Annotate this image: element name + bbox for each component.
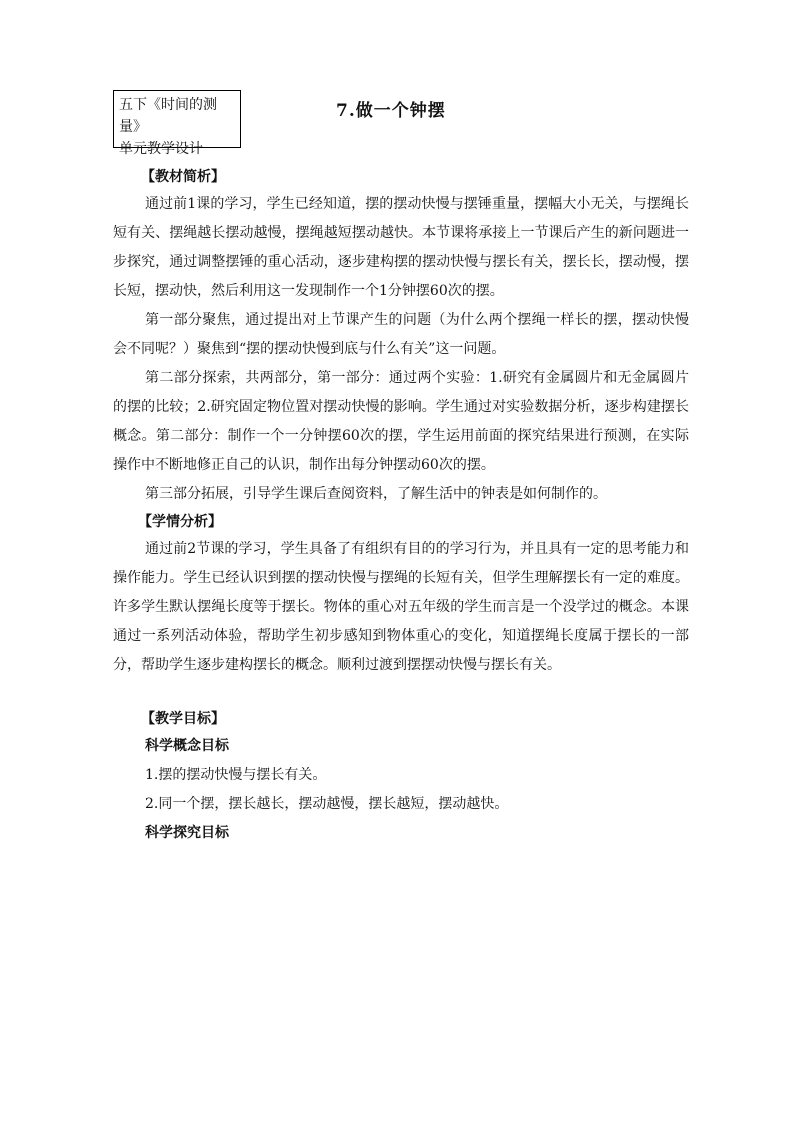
concept-goals-heading: 科学概念目标 — [145, 738, 229, 754]
learner-heading: 【学情分析】 — [138, 514, 222, 530]
analysis-heading: 【教材简析】 — [141, 169, 225, 185]
lesson-title: 7.做一个钟摆 — [336, 101, 446, 121]
analysis-paragraph: 第三部分拓展，引导学生课后查阅资料，了解生活中的钟表是如何制作的。 — [145, 486, 607, 502]
analysis-paragraph: 通过前1课的学习，学生已经知道，摆的摆动快慢与摆锤重量，摆幅大小无关，与摆绳长短有关、摆绳越长摆动越慢，摆绳越短摆动越快。本节课将承接上一节课后产生的新问题进一步探究，通过调整摆锤的重心活动，逐步建构摆的摆动快慢与摆长有关，摆长长，摆动慢，摆长短，摆动快，然后利用这一发现制作一个1分钟摆60次的摆。 — [113, 196, 689, 299]
goals-heading: 【教学目标】 — [141, 711, 225, 727]
unit-label-line-2: 单元教学设计 — [119, 141, 203, 157]
analysis-paragraph: 第一部分聚焦，通过提出对上节课产生的问题（为什么两个摆绳一样长的摆，摆动快慢会不同呢？）聚焦到“摆的摆动快慢到底与什么有关”这一问题。 — [113, 312, 689, 357]
analysis-paragraph: 第二部分探索，共两部分，第一部分：通过两个实验：1.研究有金属圆片和无金属圆片的摆的比较；2.研究固定物位置对摆动快慢的影响。学生通过对实验数据分析，逐步构建摆长概念。第二部分：制作一个一分钟摆60次的摆，学生运用前面的探究结果进行预测，在实际操作中不断地修正自己的认识，制作出每分钟摆动60次的摆。 — [113, 370, 689, 473]
learner-paragraph: 通过前2节课的学习，学生具备了有组织有目的的学习行为，并且具有一定的思考能力和操作能力。学生已经认识到摆的摆动快慢与摆绳的长短有关，但学生理解摆长有一定的难度。许多学生默认摆绳长度等于摆长。物体的重心对五年级的学生而言是一个没学过的概念。本课通过一系列活动体验，帮助学生初步感知到物体重心的变化，知道摆绳长度属于摆长的一部分，帮助学生逐步建构摆长的概念。顺利过渡到摆摆动快慢与摆长有关。 — [113, 541, 689, 673]
concept-goal-item: 2.同一个摆，摆长越长，摆动越慢，摆长越短，摆动越快。 — [145, 796, 509, 812]
document-body — [113, 164, 689, 848]
unit-label-box — [113, 90, 241, 157]
unit-label-line-1: 五下《时间的测量》 — [119, 97, 217, 135]
inquiry-goals-heading: 科学探究目标 — [145, 825, 229, 841]
concept-goal-item: 1.摆的摆动快慢与摆长有关。 — [145, 767, 327, 783]
